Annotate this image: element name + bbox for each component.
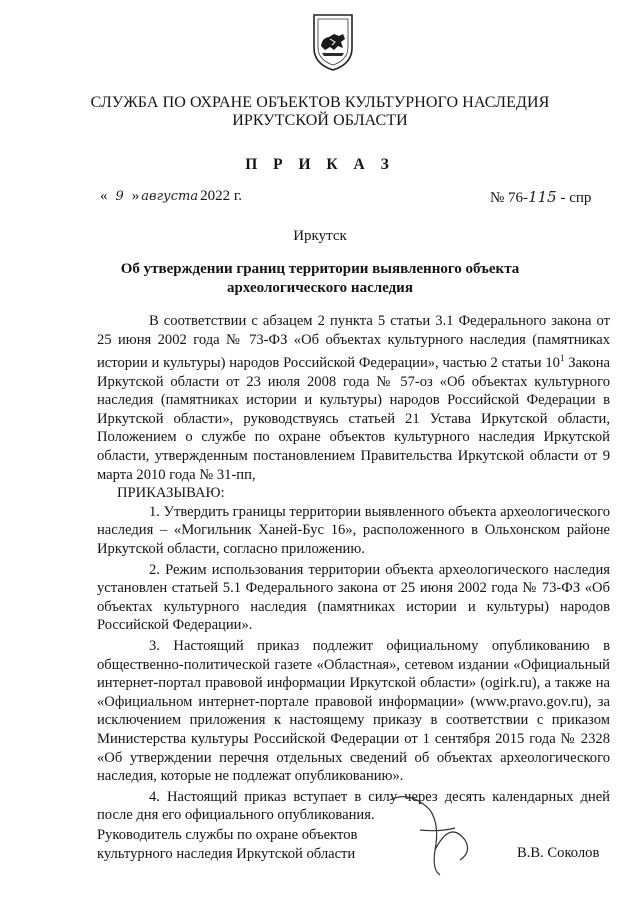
signer-position-line1: Руководитель службы по охране объектов (97, 827, 358, 843)
number-prefix: № 76- (490, 190, 529, 206)
signer-name: В.В. Соколов (517, 845, 600, 861)
number-suffix: - спр (556, 190, 592, 206)
document-body (97, 312, 610, 825)
date-year: 2022 г. (200, 188, 243, 204)
subject-line2: археологического наследия (227, 280, 413, 296)
order-item-4: 4. Настоящий приказ вступает в силу через десять календарных дней после дня его официального опубликования. (97, 788, 610, 824)
date-close-quote: » (131, 188, 140, 204)
preamble-paragraph (97, 312, 610, 484)
coat-of-arms-icon (310, 12, 356, 72)
preamble-text: В соответствии с абзацем 2 пункта 5 статьи 3.1 Федерального закона от 25 июня 2002 года № 73-ФЗ «Об объектах культурного наследия (памятниках истории и культуры) народов Российской Федерации», частью 2 статьи 10 (97, 313, 610, 372)
preamble-text-rest: Закона Иркутской области от 23 июля 2008 года № 57-оз «Об объектах культурного наследия (памятниках истории и культуры) народов Российской Федерации в Иркутской области», руководствуясь статьей 21 Устава Иркутской области, Положением о службе по охране объектов культурного наследия Иркутской области, утвержденным постановлением Правительства Иркутской области от 9 марта 2010 года № 31-пп, (97, 355, 611, 483)
signer-position-line2: культурного наследия Иркутской области (97, 845, 356, 862)
signer-position (97, 826, 357, 863)
document-date (100, 188, 242, 205)
date-open-quote: « (100, 188, 108, 204)
organization-name-line2: ИРКУТСКОЙ ОБЛАСТИ (232, 112, 408, 129)
order-item-3: 3. Настоящий приказ подлежит официальному опубликованию в общественно-политической газете «Областная», сетевом издании «Официальный интернет-портал правовой информации Иркутской области» (ogirk.ru), а также на «Официальном интернет-портале правовой информации» (www.pravo.gov.ru), за исключением приложения к настоящему приказу в соответствии с приказом Министерства культуры Российской Федерации от 1 сентября 2015 года № 2328 «Об утверждении перечня отдельных сведений об объектах археологического наследия, которые не подлежат опубликованию». (97, 637, 610, 785)
order-item-1: 1. Утвердить границы территории выявленного объекта археологического наследия – «Могильник Ханей-Бус 16», расположенного в Ольхонском районе Иркутской области, согласно приложению. (97, 503, 610, 557)
number-handwritten: 115 (528, 188, 557, 206)
date-day-handwritten: 9 (115, 189, 124, 204)
date-month-handwritten: августа (141, 189, 199, 204)
order-item-2: 2. Режим использования территории объекта археологического наследия установлен статьей 5.1 Федерального закона от 25 июня 2002 года № 73-ФЗ «Об объектах культурного наследия (памятниках истории и культуры) народов Российской Федерации». (97, 561, 610, 634)
document-number (490, 188, 591, 207)
subject-line1: Об утверждении границ территории выявленного объекта (120, 261, 520, 277)
document-subject (60, 260, 580, 298)
handwritten-signature (380, 780, 490, 880)
preamble-superscript: 1 (559, 353, 565, 364)
city: Иркутск (293, 228, 347, 244)
organization-name-line1: СЛУЖБА ПО ОХРАНЕ ОБЪЕКТОВ КУЛЬТУРНОГО НАСЛЕДИЯ (90, 94, 550, 111)
order-word: ПРИКАЗЫВАЮ: (117, 485, 225, 502)
document-title: П Р И К А З (245, 156, 395, 173)
